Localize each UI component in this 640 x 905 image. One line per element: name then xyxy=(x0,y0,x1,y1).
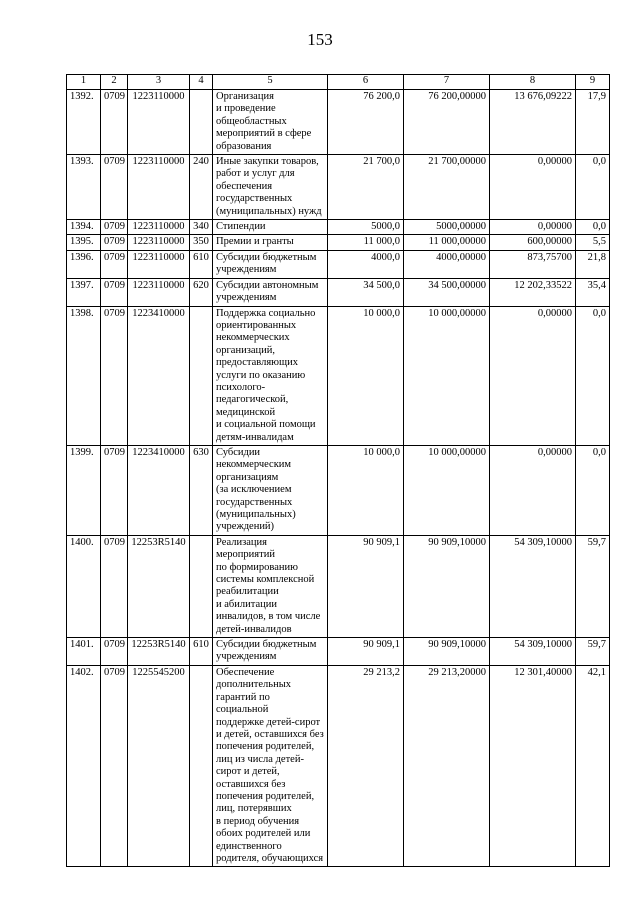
expense-type-code: 630 xyxy=(190,445,213,535)
description-line: Поддержка социально xyxy=(216,307,316,319)
execution-percent: 59,7 xyxy=(576,638,610,666)
target-article-code: 1223110000 xyxy=(128,250,190,278)
description-line: и абилитации xyxy=(216,598,277,610)
description-line: Премии и гранты xyxy=(216,236,294,248)
description-line: услуги по оказанию xyxy=(216,369,306,381)
section-code: 0709 xyxy=(101,220,128,235)
execution-percent: 35,4 xyxy=(576,278,610,306)
expense-type-code: 610 xyxy=(190,638,213,666)
row-number: 1392. xyxy=(67,90,101,155)
execution-percent: 0,0 xyxy=(576,306,610,445)
column-header: 1 xyxy=(67,75,101,90)
description-line: попечения родителей, xyxy=(216,790,315,802)
description xyxy=(213,445,328,535)
expense-type-code xyxy=(190,535,213,637)
execution-percent: 0,0 xyxy=(576,445,610,535)
execution-percent: 0,0 xyxy=(576,220,610,235)
description-line: Субсидии бюджетным xyxy=(216,639,317,651)
description-line: оставшихся без xyxy=(216,778,286,790)
executed-amount: 54 309,10000 xyxy=(490,638,576,666)
section-code: 0709 xyxy=(101,235,128,250)
description xyxy=(213,278,328,306)
column-header: 4 xyxy=(190,75,213,90)
description-line: Субсидии автономным xyxy=(216,279,319,291)
execution-percent: 17,9 xyxy=(576,90,610,155)
section-code: 0709 xyxy=(101,90,128,155)
expense-type-code: 610 xyxy=(190,250,213,278)
description-line: и проведение xyxy=(216,103,276,115)
row-number: 1401. xyxy=(67,638,101,666)
description-line: государственных xyxy=(216,193,293,205)
description-line: психолого- xyxy=(216,381,266,393)
description-line: государственных xyxy=(216,496,293,508)
approved-amount: 29 213,2 xyxy=(328,665,404,867)
row-number: 1402. xyxy=(67,665,101,867)
expense-type-code xyxy=(190,306,213,445)
executed-amount: 600,00000 xyxy=(490,235,576,250)
description-line: поддержке детей-сирот xyxy=(216,716,321,728)
description xyxy=(213,90,328,155)
row-number: 1397. xyxy=(67,278,101,306)
execution-percent: 59,7 xyxy=(576,535,610,637)
description-line: мероприятий в сфере xyxy=(216,128,312,140)
row-number: 1395. xyxy=(67,235,101,250)
table-row xyxy=(67,155,610,220)
table-row xyxy=(67,535,610,637)
table-row xyxy=(67,306,610,445)
description xyxy=(213,638,328,666)
executed-amount: 0,00000 xyxy=(490,155,576,220)
description xyxy=(213,235,328,250)
description-line: педагогической, xyxy=(216,394,289,406)
approved-amount: 21 700,0 xyxy=(328,155,404,220)
description-line: учреждениям xyxy=(216,651,277,663)
table-row xyxy=(67,250,610,278)
section-code: 0709 xyxy=(101,278,128,306)
table-row xyxy=(67,445,610,535)
description-line: обоих родителей или xyxy=(216,828,311,840)
refined-amount: 34 500,00000 xyxy=(404,278,490,306)
description-line: реабилитации xyxy=(216,586,279,598)
row-number: 1400. xyxy=(67,535,101,637)
refined-amount: 4000,00000 xyxy=(404,250,490,278)
expense-type-code: 350 xyxy=(190,235,213,250)
description-line: по формированию xyxy=(216,561,298,573)
refined-amount: 76 200,00000 xyxy=(404,90,490,155)
table-row xyxy=(67,278,610,306)
description-line: гарантий по социальной xyxy=(216,691,270,716)
approved-amount: 4000,0 xyxy=(328,250,404,278)
refined-amount: 90 909,10000 xyxy=(404,638,490,666)
target-article-code: 1225545200 xyxy=(128,665,190,867)
target-article-code: 1223110000 xyxy=(128,220,190,235)
table-row xyxy=(67,235,610,250)
table-row xyxy=(67,665,610,867)
target-article-code: 1223410000 xyxy=(128,445,190,535)
executed-amount: 12 202,33522 xyxy=(490,278,576,306)
description-line: родителя, обучающихся xyxy=(216,852,324,864)
description-line: организациям xyxy=(216,471,279,483)
table-row xyxy=(67,90,610,155)
approved-amount: 11 000,0 xyxy=(328,235,404,250)
refined-amount: 29 213,20000 xyxy=(404,665,490,867)
description-line: некоммерческих xyxy=(216,332,290,344)
approved-amount: 5000,0 xyxy=(328,220,404,235)
description-line: детям-инвалидам xyxy=(216,431,294,443)
expense-type-code xyxy=(190,90,213,155)
executed-amount: 13 676,09222 xyxy=(490,90,576,155)
execution-percent: 0,0 xyxy=(576,155,610,220)
expense-type-code: 620 xyxy=(190,278,213,306)
description-line: учреждениям xyxy=(216,264,277,276)
description-line: дополнительных xyxy=(216,679,292,691)
approved-amount: 90 909,1 xyxy=(328,535,404,637)
description-line: детей-инвалидов xyxy=(216,623,292,635)
description-line: работ и услуг для xyxy=(216,168,295,180)
refined-amount: 10 000,00000 xyxy=(404,306,490,445)
description xyxy=(213,306,328,445)
section-code: 0709 xyxy=(101,638,128,666)
row-number: 1394. xyxy=(67,220,101,235)
refined-amount: 10 000,00000 xyxy=(404,445,490,535)
column-header: 2 xyxy=(101,75,128,90)
page-number: 153 xyxy=(307,30,333,49)
column-header: 5 xyxy=(213,75,328,90)
section-code: 0709 xyxy=(101,665,128,867)
description xyxy=(213,220,328,235)
description-line: системы комплексной xyxy=(216,574,315,586)
section-code: 0709 xyxy=(101,445,128,535)
section-code: 0709 xyxy=(101,306,128,445)
description-line: предоставляющих xyxy=(216,357,298,369)
description-line: общеобластных xyxy=(216,115,287,127)
description-line: лиц из числа детей- xyxy=(216,753,304,765)
description-line: медицинской xyxy=(216,406,276,418)
approved-amount: 76 200,0 xyxy=(328,90,404,155)
description-line: ориентированных xyxy=(216,319,297,331)
expense-type-code: 240 xyxy=(190,155,213,220)
description-line: учреждениям xyxy=(216,292,277,304)
column-header: 9 xyxy=(576,75,610,90)
executed-amount: 873,75700 xyxy=(490,250,576,278)
description-line: Иные закупки товаров, xyxy=(216,156,319,168)
table-row xyxy=(67,638,610,666)
expense-type-code: 340 xyxy=(190,220,213,235)
refined-amount: 11 000,00000 xyxy=(404,235,490,250)
table-row xyxy=(67,220,610,235)
executed-amount: 0,00000 xyxy=(490,220,576,235)
description-line: и социальной помощи xyxy=(216,419,316,431)
description-line: сирот и детей, xyxy=(216,766,280,778)
executed-amount: 54 309,10000 xyxy=(490,535,576,637)
target-article-code: 1223110000 xyxy=(128,90,190,155)
description-line: Обеспечение xyxy=(216,666,275,678)
description-line: инвалидов, в том числе xyxy=(216,611,321,623)
description-line: некоммерческим xyxy=(216,459,292,471)
target-article-code: 1223110000 xyxy=(128,278,190,306)
description-line: организаций, xyxy=(216,344,275,356)
section-code: 0709 xyxy=(101,250,128,278)
executed-amount: 0,00000 xyxy=(490,445,576,535)
refined-amount: 5000,00000 xyxy=(404,220,490,235)
row-number: 1398. xyxy=(67,306,101,445)
approved-amount: 90 909,1 xyxy=(328,638,404,666)
description-line: (муниципальных) xyxy=(216,509,296,520)
target-article-code: 1223110000 xyxy=(128,235,190,250)
section-code: 0709 xyxy=(101,535,128,637)
budget-table xyxy=(66,74,610,867)
section-code: 0709 xyxy=(101,155,128,220)
description-line: лиц, потерявших xyxy=(216,803,292,815)
description-line: в период обучения xyxy=(216,815,300,827)
column-header: 7 xyxy=(404,75,490,90)
refined-amount: 90 909,10000 xyxy=(404,535,490,637)
description-line: Субсидии xyxy=(216,446,261,458)
description-line: мероприятий xyxy=(216,549,275,561)
description-line: (муниципальных) нужд xyxy=(216,205,322,217)
row-number: 1399. xyxy=(67,445,101,535)
column-header: 8 xyxy=(490,75,576,90)
description-line: Субсидии бюджетным xyxy=(216,251,317,263)
description-line: единственного xyxy=(216,840,282,852)
description-line: обеспечения xyxy=(216,180,273,192)
description-line: (за исключением xyxy=(216,484,292,496)
execution-percent: 5,5 xyxy=(576,235,610,250)
execution-percent: 21,8 xyxy=(576,250,610,278)
description xyxy=(213,665,328,867)
description-line: Реализация xyxy=(216,536,267,548)
target-article-code: 12253R5140 xyxy=(128,535,190,637)
approved-amount: 34 500,0 xyxy=(328,278,404,306)
refined-amount: 21 700,00000 xyxy=(404,155,490,220)
row-number: 1393. xyxy=(67,155,101,220)
description-line: образования xyxy=(216,140,272,152)
description-line: Организация xyxy=(216,91,274,102)
approved-amount: 10 000,0 xyxy=(328,306,404,445)
executed-amount: 0,00000 xyxy=(490,306,576,445)
header-row xyxy=(67,75,610,90)
description-line: Стипендии xyxy=(216,221,266,233)
description-line: попечения родителей, xyxy=(216,741,315,753)
description xyxy=(213,155,328,220)
target-article-code: 1223110000 xyxy=(128,155,190,220)
execution-percent: 42,1 xyxy=(576,665,610,867)
description-line: и детей, оставшихся без xyxy=(216,728,324,740)
description xyxy=(213,535,328,637)
target-article-code: 12253R5140 xyxy=(128,638,190,666)
expense-type-code xyxy=(190,665,213,867)
description xyxy=(213,250,328,278)
column-header: 3 xyxy=(128,75,190,90)
column-header: 6 xyxy=(328,75,404,90)
approved-amount: 10 000,0 xyxy=(328,445,404,535)
description-line: учреждений) xyxy=(216,521,275,533)
row-number: 1396. xyxy=(67,250,101,278)
target-article-code: 1223410000 xyxy=(128,306,190,445)
executed-amount: 12 301,40000 xyxy=(490,665,576,867)
table-body xyxy=(67,90,610,867)
